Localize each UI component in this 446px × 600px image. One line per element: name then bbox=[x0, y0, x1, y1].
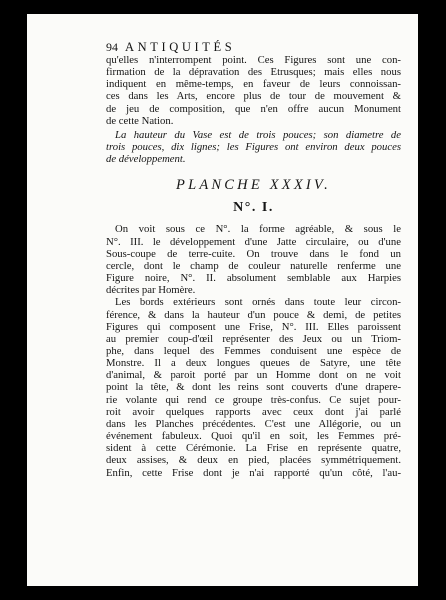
text-line: cercle, dont le champ de couleur naturelle renferme une bbox=[106, 259, 401, 272]
text-line: dans les Planches précédentes. C'est une Allégorie, ou un bbox=[106, 417, 401, 430]
paragraph-two bbox=[106, 296, 401, 478]
text-line: de cette Nation. bbox=[106, 114, 174, 127]
text-line: de développement. bbox=[106, 153, 186, 166]
dimensions-note bbox=[106, 129, 401, 165]
text-line: qu'elles n'interrompent point. Ces Figures sont une con- bbox=[106, 54, 401, 66]
page-sheet bbox=[27, 14, 418, 586]
text-line: Les bords extérieurs sont ornés dans toute leur circon- bbox=[115, 296, 401, 309]
text-block bbox=[106, 40, 401, 479]
page-header bbox=[106, 40, 401, 54]
plate-title: PLANCHE XXXIV. bbox=[176, 177, 331, 194]
text-line: décrites par Homère. bbox=[106, 284, 196, 297]
text-line: ces dans les Arts, encore plus de tour de mouvement & bbox=[106, 90, 401, 103]
running-title: ANTIQUITÉS bbox=[125, 40, 236, 54]
text-line: La hauteur du Vase est de trois pouces; son diametre de bbox=[115, 128, 401, 141]
text-line: rie volante qui rend ce groupe très-confus. Ce sujet pour- bbox=[106, 393, 401, 406]
text-line: Sous-coupe de terre-cuite. On trouve dans le fond un bbox=[106, 247, 401, 260]
text-line: trois pouces, dix lignes; les Figures ont environ deux pouces bbox=[106, 141, 401, 154]
text-line: Enfin, cette Frise dont je n'ai rapporté qu'un côté, l'au- bbox=[106, 466, 401, 479]
text-line: On voit sous ce N°. la forme agréable, & sous le bbox=[115, 223, 401, 236]
text-line: férence, & dans la hauteur d'un pouce & demi, de petites bbox=[106, 308, 401, 321]
text-line: N°. III. le développement d'une Jatte circulaire, ou d'une bbox=[106, 235, 401, 248]
text-line: Figure noire, N°. II. absolument semblable aux Harpies bbox=[106, 272, 401, 285]
text-line: Monstre. Il a deux longues queues de Satyre, une tête bbox=[106, 357, 401, 370]
text-line: Figures qui composent une Frise, N°. III. Elles paroissent bbox=[106, 320, 401, 333]
text-line: de jeu de composition, que n'en offre aucun Monument bbox=[106, 102, 401, 115]
text-line: roit avoir quelques rapports avec ceux dont j'ai parlé bbox=[106, 405, 401, 418]
text-line: point la tête, & dont les reins sont couverts d'une drapere- bbox=[106, 381, 401, 394]
text-line: d'animal, & paroit porté par un Homme dont on ne voit bbox=[106, 369, 401, 382]
paragraph-one bbox=[106, 223, 401, 296]
text-line: au premier coup-d'œil représenter des Jeux ou un Triom- bbox=[106, 332, 401, 345]
text-line: indiquent en même-temps, en faveur de leurs connoissan- bbox=[106, 78, 401, 91]
text-line: sident à cette Cérémonie. La Frise en représente quatre, bbox=[106, 442, 401, 455]
intro-paragraph bbox=[106, 54, 401, 127]
text-line: deux assises, & deux en pied, placées symmétriquement. bbox=[106, 454, 401, 467]
text-line: phe, dans lequel des Femmes conduisent une espèce de bbox=[106, 344, 401, 357]
page-number: 94 bbox=[106, 40, 118, 54]
section-heading: N°. I. bbox=[233, 200, 274, 216]
text-line: firmation de la dépravation des Etrusques; mais elles nous bbox=[106, 66, 401, 79]
text-line: événement fabuleux. Quoi qu'il en soit, les Femmes pré- bbox=[106, 430, 401, 443]
